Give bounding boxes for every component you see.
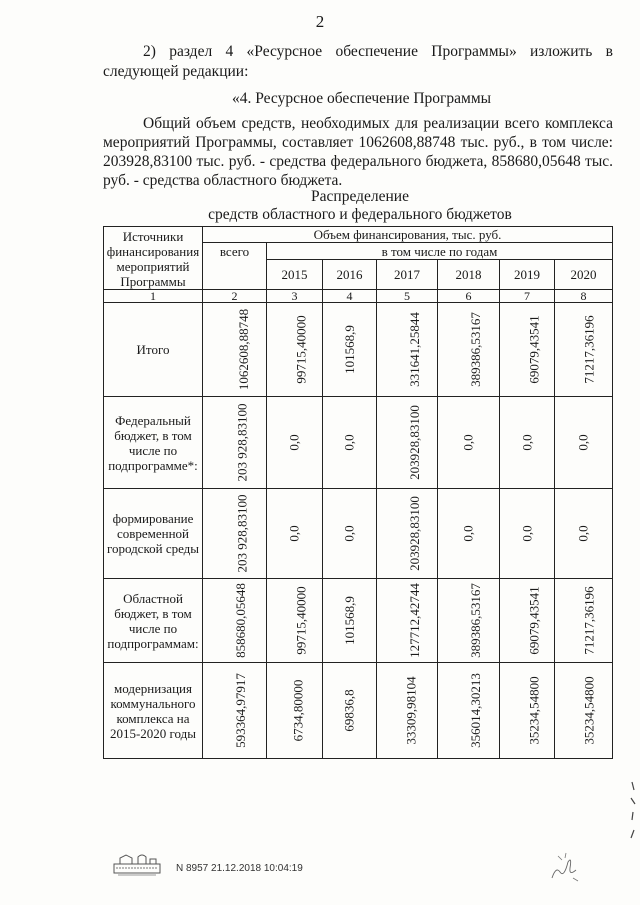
value-total: 593364,97917 bbox=[232, 673, 248, 748]
table-title-2: средств областного и федерального бюджетов bbox=[208, 206, 512, 223]
paragraph-line-3: 203928,83100 тыс. руб. - средства федерального бюджета, 858680,05648 тыс. bbox=[103, 153, 613, 170]
value-cell bbox=[323, 489, 377, 579]
handwritten-signature-icon bbox=[548, 848, 582, 884]
header-total: всего bbox=[203, 243, 267, 290]
paragraph-line-1: Общий объем средств, необходимых для реализации всего комплекса bbox=[143, 115, 613, 132]
value-2020: 71217,36196 bbox=[581, 586, 597, 655]
row-label: модернизация коммунального комплекса на 2015-2020 годы bbox=[104, 663, 203, 759]
value-cell bbox=[203, 397, 267, 489]
value-2015: 0,0 bbox=[287, 525, 302, 542]
value-2017: 203928,83100 bbox=[406, 496, 422, 571]
value-2017: 203928,83100 bbox=[406, 405, 422, 480]
row-label: Итого bbox=[104, 303, 203, 397]
value-cell bbox=[500, 579, 555, 663]
column-number: 2 bbox=[203, 290, 267, 303]
column-number: 3 bbox=[267, 290, 323, 303]
value-2015: 6734,80000 bbox=[290, 679, 306, 742]
value-2018: 389386,53167 bbox=[467, 583, 483, 658]
value-2017: 127712,42744 bbox=[406, 583, 422, 658]
value-cell bbox=[267, 579, 323, 663]
value-2019: 35234,54800 bbox=[526, 676, 542, 745]
value-cell bbox=[267, 489, 323, 579]
value-2016: 101568,9 bbox=[342, 325, 357, 374]
column-number: 5 bbox=[377, 290, 438, 303]
value-2019: 0,0 bbox=[519, 525, 535, 542]
value-cell bbox=[438, 663, 500, 759]
value-2015: 0,0 bbox=[287, 434, 302, 451]
value-2020: 0,0 bbox=[576, 525, 591, 542]
value-total: 1062608,88748 bbox=[236, 308, 252, 391]
value-cell bbox=[555, 663, 613, 759]
value-cell bbox=[267, 663, 323, 759]
column-number: 4 bbox=[323, 290, 377, 303]
value-2020: 71217,36196 bbox=[581, 315, 597, 384]
value-2015: 99715,40000 bbox=[293, 315, 309, 384]
table-title-1: Распределение bbox=[311, 188, 409, 205]
value-cell bbox=[203, 303, 267, 397]
value-2020: 0,0 bbox=[576, 434, 591, 451]
value-2016: 0,0 bbox=[342, 434, 357, 451]
registration-stamp: N 8957 21.12.2018 10:04:19 bbox=[176, 863, 303, 874]
value-total: 203 928,83100 bbox=[234, 403, 250, 482]
table-row bbox=[104, 579, 613, 663]
intro-line-1: 2) раздел 4 «Ресурсное обеспечение Программы» изложить в bbox=[143, 43, 613, 60]
value-2019: 0,0 bbox=[519, 434, 535, 451]
value-cell bbox=[323, 579, 377, 663]
row-label: Областной бюджет, в том числе по подпрограммам: bbox=[104, 579, 203, 663]
header-by-years: в том числе по годам bbox=[267, 243, 613, 260]
header-year: 2017 bbox=[377, 260, 438, 290]
header-year: 2016 bbox=[323, 260, 377, 290]
header-year: 2018 bbox=[438, 260, 500, 290]
value-2019: 69079,43541 bbox=[526, 315, 542, 384]
value-2018: 0,0 bbox=[461, 434, 476, 451]
column-number: 7 bbox=[500, 290, 555, 303]
value-cell bbox=[438, 489, 500, 579]
value-2019: 69079,43541 bbox=[526, 586, 542, 655]
column-number: 8 bbox=[555, 290, 613, 303]
value-2016: 0,0 bbox=[342, 525, 357, 542]
value-2016: 101568,9 bbox=[342, 596, 357, 645]
header-year: 2015 bbox=[267, 260, 323, 290]
value-cell bbox=[377, 397, 438, 489]
row-label: формирование современной городской среды bbox=[104, 489, 203, 579]
value-total: 858680,05648 bbox=[232, 583, 248, 658]
value-2015: 99715,40000 bbox=[293, 586, 309, 655]
value-cell bbox=[203, 663, 267, 759]
value-cell bbox=[267, 303, 323, 397]
value-cell bbox=[555, 579, 613, 663]
section-title: «4. Ресурсное обеспечение Программы bbox=[232, 90, 492, 107]
intro-line-2: следующей редакции: bbox=[103, 63, 249, 80]
value-cell bbox=[377, 579, 438, 663]
value-cell bbox=[555, 303, 613, 397]
paragraph-line-4: руб. - средства областного бюджета. bbox=[103, 172, 343, 189]
table-row bbox=[104, 303, 613, 397]
value-cell bbox=[323, 303, 377, 397]
value-2017: 33309,98104 bbox=[403, 676, 419, 745]
header-year: 2020 bbox=[555, 260, 613, 290]
row-label: Федеральный бюджет, в том числе по подпрограмме*: bbox=[104, 397, 203, 489]
column-number: 6 bbox=[438, 290, 500, 303]
value-cell bbox=[500, 489, 555, 579]
value-cell bbox=[438, 303, 500, 397]
table-row bbox=[104, 397, 613, 489]
value-2017: 331641,25844 bbox=[406, 312, 422, 387]
value-cell bbox=[500, 663, 555, 759]
header-year: 2019 bbox=[500, 260, 555, 290]
value-2020: 35234,54800 bbox=[581, 676, 597, 745]
header-sources: Источники финансирования мероприятий Программы bbox=[104, 227, 203, 290]
value-cell bbox=[267, 397, 323, 489]
value-2018: 356014,30213 bbox=[467, 673, 483, 748]
value-cell bbox=[377, 303, 438, 397]
value-cell bbox=[323, 663, 377, 759]
value-cell bbox=[438, 579, 500, 663]
table-row bbox=[104, 663, 613, 759]
table-row bbox=[104, 489, 613, 579]
value-total: 203 928,83100 bbox=[234, 494, 250, 573]
value-cell bbox=[377, 489, 438, 579]
value-2018: 389386,53167 bbox=[467, 312, 483, 387]
value-cell bbox=[555, 397, 613, 489]
financing-table bbox=[103, 226, 613, 759]
value-cell bbox=[377, 663, 438, 759]
value-cell bbox=[500, 303, 555, 397]
value-cell bbox=[500, 397, 555, 489]
value-cell bbox=[438, 397, 500, 489]
value-2018: 0,0 bbox=[461, 525, 476, 542]
value-2016: 69836,8 bbox=[342, 689, 357, 732]
value-cell bbox=[323, 397, 377, 489]
scan-noise-icon bbox=[626, 780, 638, 850]
value-cell bbox=[203, 489, 267, 579]
column-number: 1 bbox=[104, 290, 203, 303]
paragraph-line-2: мероприятий Программы, составляет 1062608,88748 тыс. руб., в том числе: bbox=[103, 134, 613, 151]
value-cell bbox=[555, 489, 613, 579]
value-cell bbox=[203, 579, 267, 663]
archive-stamp-logo bbox=[112, 852, 162, 878]
header-volume: Объем финансирования, тыс. руб. bbox=[203, 227, 613, 243]
page-number: 2 bbox=[315, 12, 325, 31]
